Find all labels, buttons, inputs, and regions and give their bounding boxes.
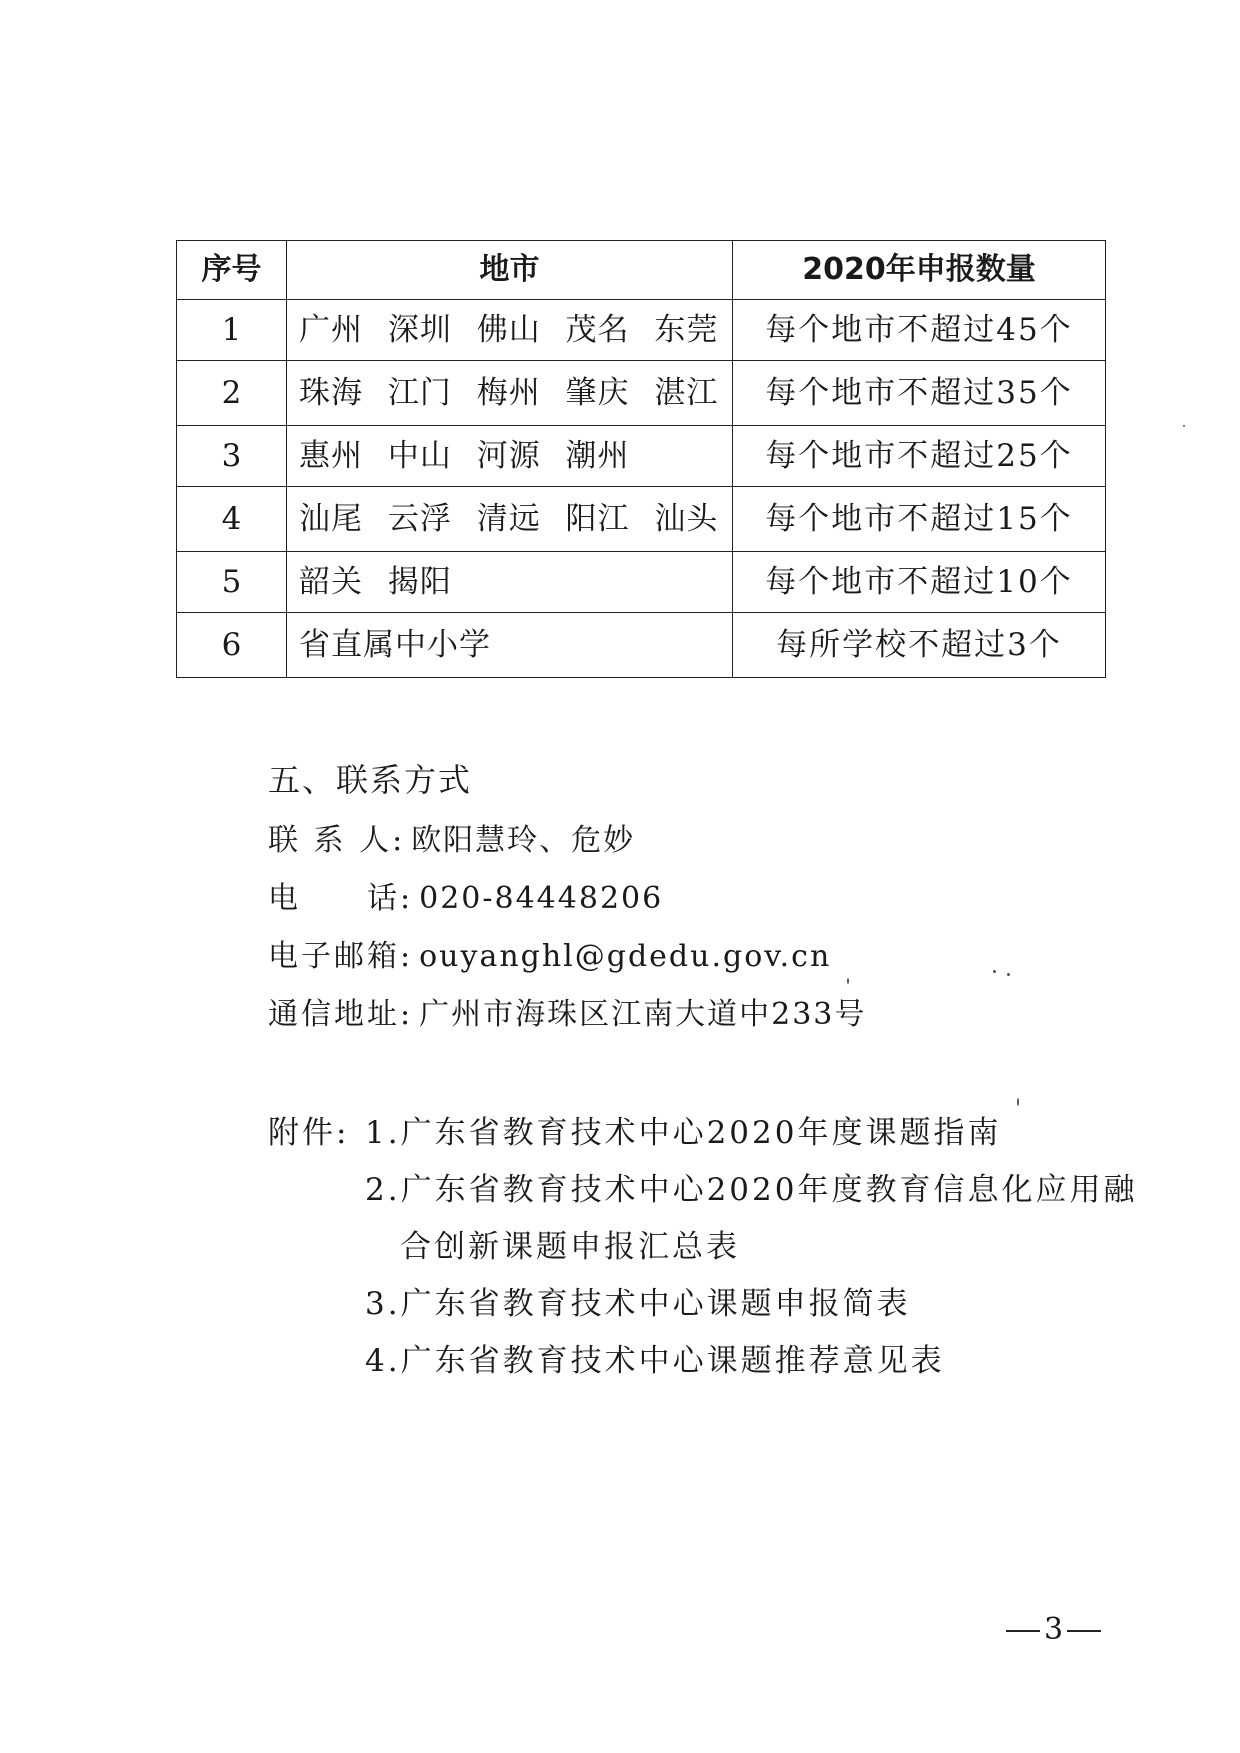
row-no: 2 xyxy=(177,361,287,426)
contact-phone-line xyxy=(268,873,663,917)
table-row xyxy=(177,487,1106,552)
attachment-item-2-cont: 合创新课题申报汇总表 xyxy=(400,1229,740,1265)
contact-section-title: 五、联系方式 xyxy=(268,761,473,799)
header-no: 序号 xyxy=(177,241,287,300)
row-no: 5 xyxy=(177,552,287,613)
quota-table xyxy=(176,240,1106,678)
scan-speck xyxy=(1007,973,1010,976)
row-no: 4 xyxy=(177,487,287,552)
attachment-item-4: 4.广东省教育技术中心课题推荐意见表 xyxy=(365,1343,945,1379)
table-row xyxy=(177,426,1106,487)
header-city: 地市 xyxy=(287,241,733,300)
page-number xyxy=(1006,1612,1101,1647)
attachments-label: 附件: xyxy=(268,1115,350,1151)
row-cities: 省直属中小学 xyxy=(287,613,733,678)
contact-email: ouyanghl@gdedu.gov.cn xyxy=(419,939,832,974)
row-cities: 惠州 中山 河源 潮州 xyxy=(287,426,733,487)
table-row xyxy=(177,613,1106,678)
table-row xyxy=(177,552,1106,613)
contact-address: 广州市海珠区江南大道中233号 xyxy=(419,997,867,1032)
row-no: 3 xyxy=(177,426,287,487)
row-no: 1 xyxy=(177,300,287,361)
row-quota: 每个地市不超过10个 xyxy=(733,552,1106,613)
table-header-row xyxy=(177,241,1106,300)
contact-address-label: 通信地址: xyxy=(268,997,414,1032)
attachment-item-3: 3.广东省教育技术中心课题申报简表 xyxy=(365,1286,911,1322)
row-quota: 每个地市不超过45个 xyxy=(733,300,1106,361)
row-quota: 每所学校不超过3个 xyxy=(733,613,1106,678)
row-no: 6 xyxy=(177,613,287,678)
row-cities: 广州 深圳 佛山 茂名 东莞 xyxy=(287,300,733,361)
table-row xyxy=(177,300,1106,361)
contact-email-label: 电子邮箱: xyxy=(268,939,414,974)
page-number-value: 3 xyxy=(1044,1612,1064,1647)
header-quota: 2020年申报数量 xyxy=(733,241,1106,300)
page-dash-left xyxy=(1006,1630,1040,1632)
scan-speck xyxy=(1017,1098,1019,1106)
row-quota: 每个地市不超过35个 xyxy=(733,361,1106,426)
row-cities: 珠海 江门 梅州 肇庆 湛江 xyxy=(287,361,733,426)
contact-person-label: 联 系 人: xyxy=(268,823,406,858)
contact-person: 欧阳慧玲、危妙 xyxy=(411,823,636,858)
scan-speck xyxy=(847,978,849,984)
row-quota: 每个地市不超过15个 xyxy=(733,487,1106,552)
table-row xyxy=(177,361,1106,426)
attachment-item-1: 1.广东省教育技术中心2020年度课题指南 xyxy=(365,1115,1002,1151)
row-cities: 韶关 揭阳 xyxy=(287,552,733,613)
row-quota: 每个地市不超过25个 xyxy=(733,426,1106,487)
scan-speck xyxy=(993,970,996,973)
contact-address-line xyxy=(268,989,866,1033)
scan-speck xyxy=(1183,425,1185,427)
contact-person-line xyxy=(268,815,635,859)
contact-phone-label: 电 话: xyxy=(268,881,414,916)
page-dash-right xyxy=(1067,1630,1101,1632)
contact-email-line xyxy=(268,931,831,975)
row-cities: 汕尾 云浮 清远 阳江 汕头 xyxy=(287,487,733,552)
contact-phone: 020-84448206 xyxy=(419,881,664,916)
attachment-item-2: 2.广东省教育技术中心2020年度教育信息化应用融 xyxy=(365,1172,1138,1208)
